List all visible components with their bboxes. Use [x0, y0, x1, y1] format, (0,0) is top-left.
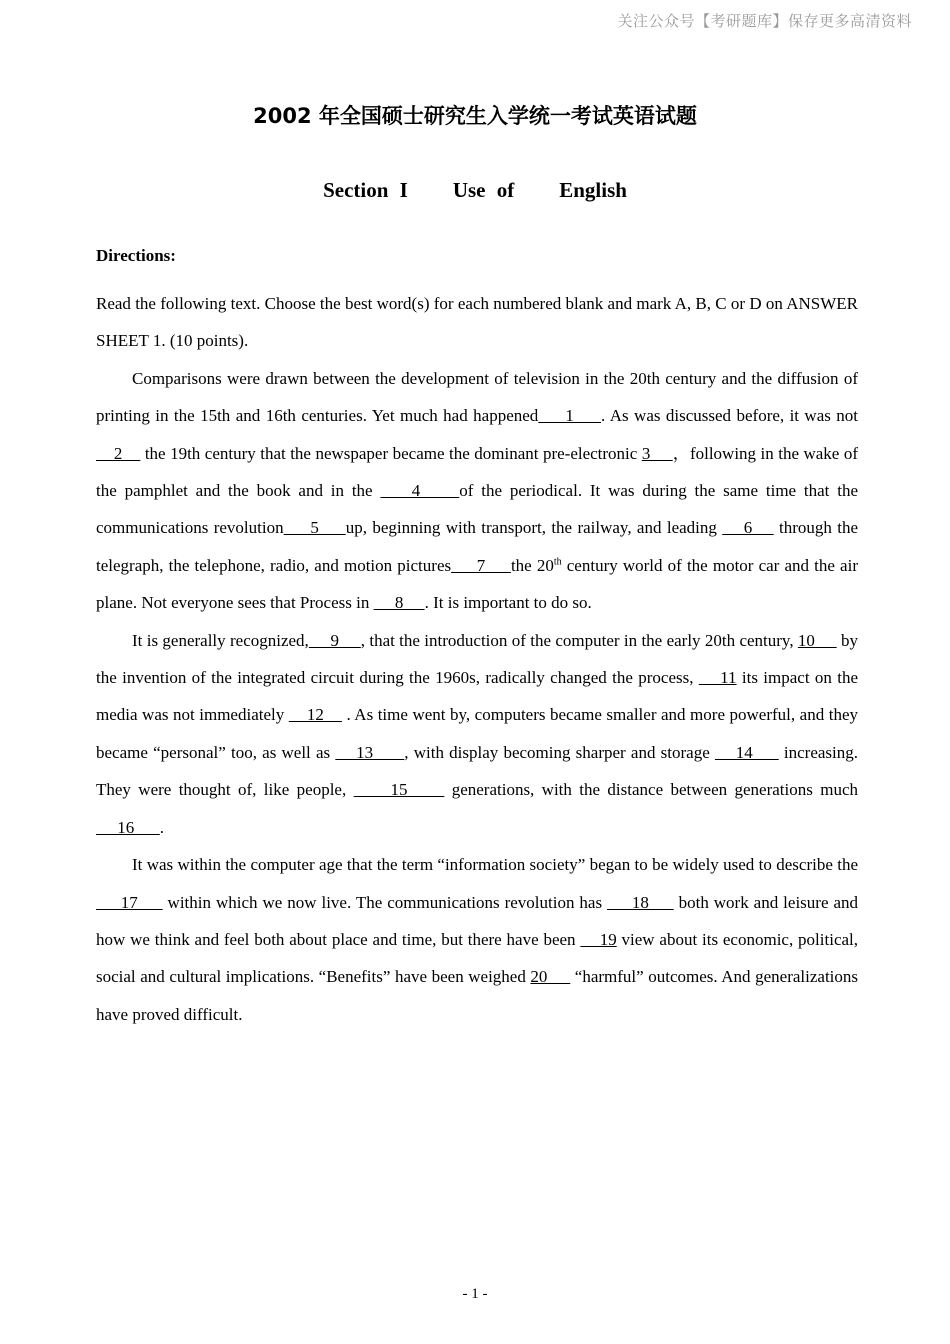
- blank-15: 15: [353, 780, 445, 800]
- text-segment: . As time went by, computers became smaller and more powerful, and they became “personal” too, as well as: [96, 705, 858, 762]
- directions-label: Directions:: [96, 246, 176, 265]
- blank-3: 3: [641, 443, 673, 463]
- blank-17: 17: [96, 892, 163, 912]
- blank-19: 19: [580, 929, 617, 949]
- watermark-text: 关注公众号【考研题库】保存更多高清资料: [617, 12, 912, 30]
- text-segment: increasing. They were thought of, like people,: [96, 742, 859, 800]
- section-title-text: Section I Use of English: [323, 178, 627, 202]
- passage-content: [96, 285, 858, 1033]
- text-segment: . It is important to do so.: [424, 593, 592, 613]
- text-segment: . As was discussed before, it was not: [601, 406, 859, 426]
- section-title: [0, 178, 950, 203]
- text-segment: , with display becoming sharper and storage: [404, 742, 715, 762]
- text-segment: by the invention of the integrated circuit during the 1960s, radically changed the process,: [96, 630, 858, 688]
- text-segment: “harmful” outcomes. And generalizations have proved difficult.: [96, 967, 859, 1024]
- text-segment: generations, with the distance between generations much: [444, 780, 858, 800]
- text-segment: century world of the motor car and the air plane. Not everyone sees that Process in: [96, 555, 858, 613]
- text-segment: up, beginning with transport, the railway, and leading: [345, 518, 723, 538]
- blank-5: 5: [283, 518, 346, 538]
- text-segment: view about its economic, political, social and cultural implications. “Benefits” have been weighed: [96, 929, 859, 987]
- blank-4: 4: [380, 481, 460, 501]
- blank-6: 6: [722, 518, 774, 538]
- text-segment: It was within the computer age that the term “information society” began to be widely used to describe the: [132, 855, 858, 875]
- blank-20: 20: [530, 967, 571, 987]
- page-number: - 1 -: [462, 1286, 488, 1302]
- blank-7: 7: [451, 555, 511, 575]
- page-title: 2002 年全国硕士研究生入学统一考试英语试题: [253, 104, 697, 128]
- text-segment: , that the introduction of the computer in the early 20th century,: [360, 630, 798, 650]
- blank-18: 18: [607, 892, 674, 912]
- blank-8: 8: [373, 593, 425, 613]
- text-segment: Comparisons were drawn between the development of television in the 20th century and the diffusion of printing in the 15th and 16th centuries. Yet much had happened: [96, 368, 858, 426]
- text-segment: ，following in the wake of the pamphlet and the book and in the: [96, 443, 858, 501]
- blank-12: 12: [288, 705, 342, 725]
- text-segment: both work and leisure and how we think and feel both about place and time, but there have been: [96, 892, 858, 949]
- text-segment: its impact on the media was not immediately: [96, 668, 859, 725]
- blank-10: 10: [797, 630, 837, 650]
- paragraph-1: [96, 360, 858, 622]
- blank-13: 13: [335, 742, 405, 762]
- blank-9: 9: [308, 630, 361, 650]
- blank-14: 14: [714, 742, 779, 762]
- directions-text: Read the following text. Choose the best word(s) for each numbered blank and mark A, B, C or D on ANSWER SHEET 1. (10 points).: [96, 294, 858, 351]
- text-segment: through the telegraph, the telephone, radio, and motion pictures: [96, 518, 859, 575]
- blank-16: 16: [96, 817, 160, 837]
- text-segment: It is generally recognized,: [132, 630, 309, 650]
- blank-1: 1: [538, 406, 601, 426]
- blank-11: 11: [698, 668, 737, 688]
- text-segment: of the periodical. It was during the same time that the communications revolution: [96, 481, 858, 538]
- text-segment: the 20: [510, 555, 554, 575]
- paragraph-2: [96, 622, 858, 846]
- text-segment: the 19th century that the newspaper became the dominant pre-electronic: [140, 443, 642, 463]
- text-segment: .: [159, 817, 164, 837]
- paragraph-3: [96, 846, 858, 1033]
- blank-2: 2: [96, 443, 141, 463]
- text-segment: within which we now live. The communications revolution has: [162, 892, 608, 912]
- superscript-th: th: [553, 556, 562, 568]
